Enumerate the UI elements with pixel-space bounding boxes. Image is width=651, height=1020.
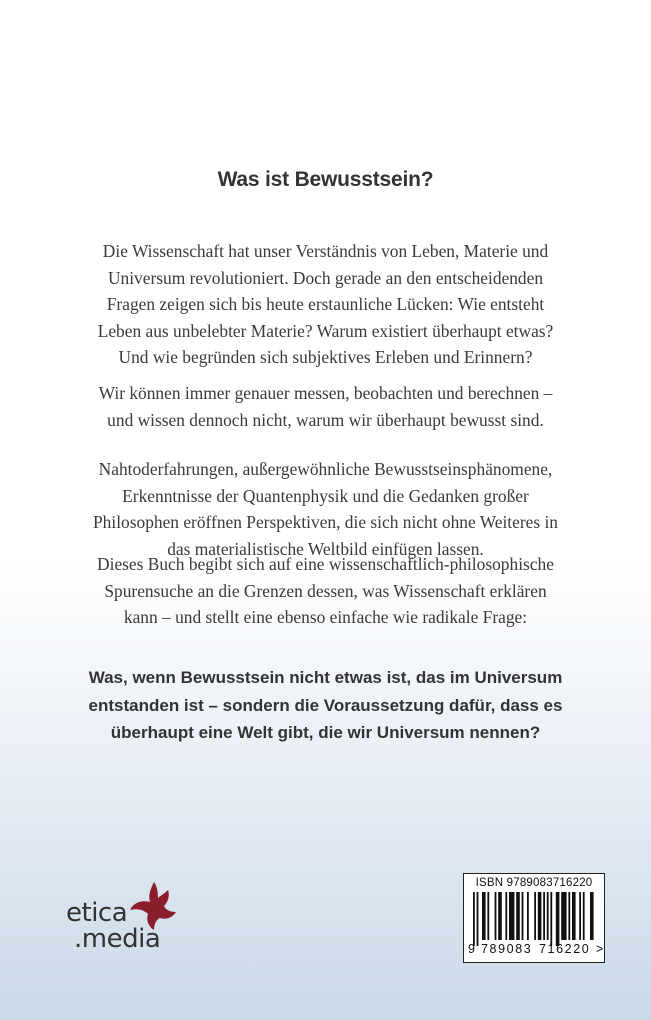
barcode-bar — [568, 892, 570, 940]
text-line: Nahtoderfahrungen, außergewöhnliche Bewusstseinsphänomene, — [98, 459, 553, 479]
logo-text-etica: etica — [66, 898, 128, 928]
text-line: Philosophen eröffnen Perspektiven, die sich nicht ohne Weiteres in — [93, 512, 558, 532]
barcode-bar — [579, 892, 581, 940]
text-line: und wissen dennoch nicht, warum wir überhaupt bewusst sind. — [107, 409, 544, 430]
barcode-left-group: 789083 — [481, 942, 533, 956]
intro-paragraph — [60, 238, 591, 371]
barcode-right-group: 716220 — [539, 942, 591, 956]
text-line: entstanden ist – sondern die Voraussetzung dafür, dass es — [88, 695, 563, 715]
barcode-bar — [534, 892, 536, 940]
text-line: Die Wissenschaft hat unser Verständnis von Leben, Materie und — [102, 241, 549, 261]
barcode-bar — [473, 892, 475, 946]
barcode-bar — [498, 892, 502, 940]
text-line: Spurensuche an die Grenzen dessen, was Wissenschaft erklären — [104, 580, 547, 601]
barcode-bar — [487, 892, 489, 940]
text-line: Dieses Buch begibt sich auf eine wissenschaftlich-philosophische — [97, 554, 554, 574]
barcode-bar — [522, 892, 524, 940]
barcode-bar — [550, 892, 552, 946]
barcode-bar — [509, 892, 514, 940]
text-line: Universum revolutioniert. Doch gerade an den entscheidenden — [107, 267, 544, 288]
text-line: Leben aus unbelebter Materie? Warum existiert überhaupt etwas? — [97, 320, 554, 341]
measurement-paragraph — [60, 380, 591, 433]
perspectives-paragraph — [60, 456, 591, 562]
barcode-bar — [556, 892, 560, 946]
barcode-bar — [516, 892, 520, 940]
barcode-first-digit: 9 — [468, 942, 475, 956]
barcode-bar — [590, 892, 594, 940]
barcode-bar — [538, 892, 542, 940]
key-question — [40, 664, 611, 747]
barcode-bar — [527, 892, 529, 940]
barcode-bar — [505, 892, 507, 940]
text-line: das materialistische Weltbild einfügen lassen. — [167, 538, 484, 559]
barcode-bar — [583, 892, 585, 940]
barcode-bar — [547, 892, 549, 940]
isbn-label: ISBN 9789083716220 — [475, 877, 593, 889]
barcode-bars — [469, 892, 599, 946]
isbn-barcode — [463, 873, 605, 963]
barcode-bar — [477, 892, 479, 946]
barcode-end-mark: > — [596, 942, 604, 956]
barcode-bar — [543, 892, 545, 940]
barcode-bar — [495, 892, 497, 940]
text-line: Erkenntnisse der Quantenphysik und die Gedanken großer — [122, 485, 529, 506]
book-intro-paragraph — [60, 551, 591, 631]
text-line: kann – und stellt eine ebenso einfache wie radikale Frage: — [123, 607, 528, 627]
text-line: Was, wenn Bewusstsein nicht etwas ist, das im Universum — [88, 668, 563, 687]
barcode-bar — [561, 892, 566, 940]
text-line: überhaupt eine Welt gibt, die wir Universum nennen? — [110, 723, 541, 742]
barcode-bar — [482, 892, 486, 940]
text-line: Wir können immer genauer messen, beobachten und berechnen – — [98, 383, 553, 403]
text-line: Fragen zeigen sich bis heute erstaunliche Lücken: Wie entsteht — [106, 294, 545, 314]
publisher-logo — [62, 880, 182, 960]
text-line: Und wie begründen sich subjektives Erleben und Erinnern? — [118, 347, 533, 367]
back-cover-title: Was ist Bewusstsein? — [217, 168, 434, 191]
barcode-bar — [572, 892, 576, 940]
logo-text-media: .media — [74, 924, 161, 954]
barcode-digits — [468, 942, 604, 958]
